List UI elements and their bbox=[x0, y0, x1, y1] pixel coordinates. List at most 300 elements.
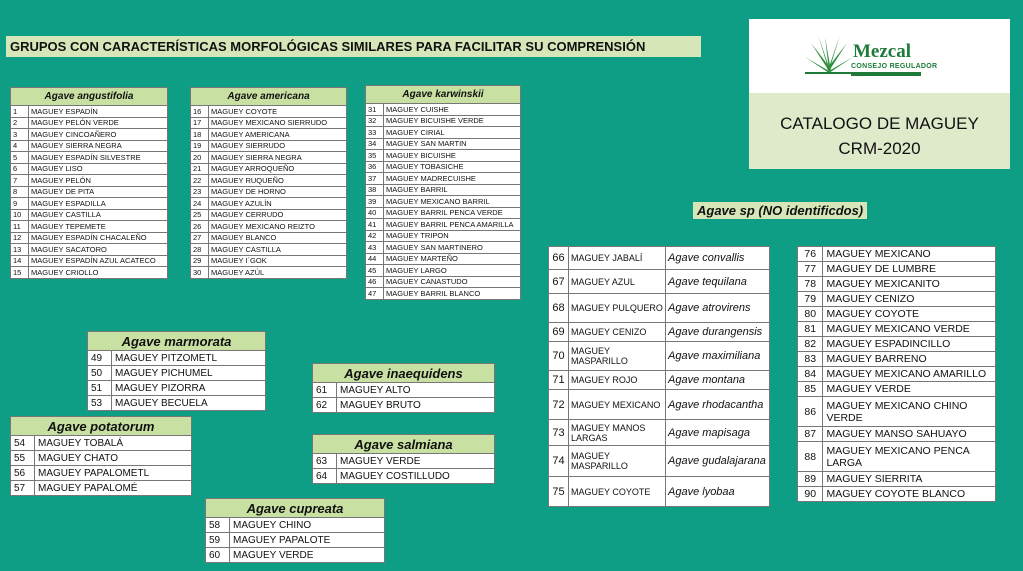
table-salmiana bbox=[312, 434, 495, 484]
maguey-name: MAGUEY MEXICANO CHINO VERDE bbox=[823, 397, 996, 427]
maguey-name: MAGUEY TEPEMETE bbox=[29, 221, 168, 233]
maguey-name: MAGUEY ESPADÍN CHACALEÑO bbox=[29, 232, 168, 244]
table-row bbox=[206, 533, 385, 548]
maguey-name: MAGUEY BRUTO bbox=[337, 398, 495, 413]
maguey-number: 29 bbox=[191, 255, 209, 267]
maguey-number: 2 bbox=[11, 117, 29, 129]
table-row bbox=[191, 267, 347, 279]
maguey-name: MAGUEY BICUISHE VERDE bbox=[384, 115, 521, 127]
table-row bbox=[11, 186, 168, 198]
table-row bbox=[11, 117, 168, 129]
scientific-name: Agave lyobaa bbox=[666, 477, 770, 507]
maguey-name: MAGUEY MEXICANO AMARILLO bbox=[823, 367, 996, 382]
table-row bbox=[798, 472, 996, 487]
maguey-name: MAGUEY COYOTE bbox=[569, 477, 666, 507]
table-header-row bbox=[11, 417, 192, 436]
table-row bbox=[549, 323, 770, 342]
maguey-number: 45 bbox=[366, 265, 384, 277]
maguey-name: MAGUEY SAN MARTIN bbox=[384, 138, 521, 150]
species-title: Agave americana bbox=[191, 88, 347, 106]
table-row bbox=[11, 221, 168, 233]
maguey-number: 26 bbox=[191, 221, 209, 233]
maguey-number: 18 bbox=[191, 129, 209, 141]
maguey-number: 72 bbox=[549, 390, 569, 420]
maguey-number: 71 bbox=[549, 371, 569, 390]
maguey-name: MAGUEY MEXICANO VERDE bbox=[823, 322, 996, 337]
table-row bbox=[366, 138, 521, 150]
maguey-name: MAGUEY ROJO bbox=[569, 371, 666, 390]
maguey-number: 25 bbox=[191, 209, 209, 221]
table-row bbox=[88, 366, 266, 381]
maguey-number: 82 bbox=[798, 337, 823, 352]
maguey-name: MAGUEY CHINO bbox=[230, 518, 385, 533]
table-row bbox=[798, 277, 996, 292]
maguey-number: 63 bbox=[313, 454, 337, 469]
maguey-number: 19 bbox=[191, 140, 209, 152]
maguey-number: 46 bbox=[366, 276, 384, 288]
maguey-number: 54 bbox=[11, 436, 35, 451]
maguey-number: 85 bbox=[798, 382, 823, 397]
maguey-name: MAGUEY PELÓN VERDE bbox=[29, 117, 168, 129]
table-row bbox=[366, 196, 521, 208]
maguey-name: MAGUEY MEXICANO REIZTO bbox=[209, 221, 347, 233]
maguey-name: MAGUEY BICUISHE bbox=[384, 150, 521, 162]
table-row bbox=[366, 150, 521, 162]
maguey-number: 36 bbox=[366, 161, 384, 173]
maguey-name: MAGUEY SIERRA NEGRA bbox=[29, 140, 168, 152]
table-row bbox=[206, 518, 385, 533]
maguey-number: 31 bbox=[366, 104, 384, 116]
maguey-number: 80 bbox=[798, 307, 823, 322]
table-header-row bbox=[11, 88, 168, 106]
maguey-name: MAGUEY CUISHE bbox=[384, 104, 521, 116]
maguey-number: 53 bbox=[88, 396, 112, 411]
table-row bbox=[191, 140, 347, 152]
maguey-number: 66 bbox=[549, 247, 569, 270]
table-row bbox=[798, 262, 996, 277]
maguey-number: 74 bbox=[549, 446, 569, 477]
maguey-number: 7 bbox=[11, 175, 29, 187]
maguey-name: MAGUEY SIERRUDO bbox=[209, 140, 347, 152]
maguey-number: 83 bbox=[798, 352, 823, 367]
maguey-number: 84 bbox=[798, 367, 823, 382]
maguey-name: MAGUEY MASPARILLO bbox=[569, 446, 666, 477]
table-row bbox=[11, 175, 168, 187]
maguey-number: 87 bbox=[798, 427, 823, 442]
table-row bbox=[549, 446, 770, 477]
maguey-number: 67 bbox=[549, 270, 569, 294]
maguey-number: 16 bbox=[191, 106, 209, 118]
maguey-name: MAGUEY MANOS LARGAS bbox=[569, 420, 666, 446]
table-row bbox=[549, 371, 770, 390]
maguey-number: 78 bbox=[798, 277, 823, 292]
table-row bbox=[366, 242, 521, 254]
maguey-number: 70 bbox=[549, 342, 569, 371]
table-row bbox=[366, 207, 521, 219]
maguey-name: MAGUEY PIZORRA bbox=[112, 381, 266, 396]
maguey-name: MAGUEY COYOTE BLANCO bbox=[823, 487, 996, 502]
scientific-name: Agave mapisaga bbox=[666, 420, 770, 446]
maguey-number: 40 bbox=[366, 207, 384, 219]
maguey-number: 69 bbox=[549, 323, 569, 342]
maguey-number: 43 bbox=[366, 242, 384, 254]
catalog-line-2: CRM-2020 bbox=[838, 139, 921, 158]
maguey-name: MAGUEY PITZOMETL bbox=[112, 351, 266, 366]
maguey-name: MAGUEY ALTO bbox=[337, 383, 495, 398]
maguey-number: 81 bbox=[798, 322, 823, 337]
table-row bbox=[191, 255, 347, 267]
maguey-name: MAGUEY ESPADÍN AZUL ACATECO bbox=[29, 255, 168, 267]
logo-band bbox=[851, 72, 921, 76]
table-potatorum bbox=[10, 416, 192, 496]
maguey-number: 88 bbox=[798, 442, 823, 472]
maguey-name: MAGUEY TRIPON bbox=[384, 230, 521, 242]
maguey-name: MAGUEY ESPADILLA bbox=[29, 198, 168, 210]
maguey-name: MAGUEY BARRIL PENCA VERDE bbox=[384, 207, 521, 219]
maguey-name: MAGUEY MANSO SAHUAYO bbox=[823, 427, 996, 442]
table-row bbox=[11, 267, 168, 279]
table-row bbox=[11, 466, 192, 481]
maguey-name: MAGUEY MEXICANO PENCA LARGA bbox=[823, 442, 996, 472]
maguey-name: MAGUEY CINCOAÑERO bbox=[29, 129, 168, 141]
table-row bbox=[798, 292, 996, 307]
agave-sp-title: Agave sp (NO identificdos) bbox=[693, 202, 867, 219]
species-title: Agave karwinskii bbox=[366, 86, 521, 104]
logo-panel bbox=[749, 19, 1010, 169]
logo-subtitle: CONSEJO REGULADOR bbox=[851, 63, 938, 70]
table-row bbox=[313, 398, 495, 413]
maguey-number: 22 bbox=[191, 175, 209, 187]
maguey-number: 61 bbox=[313, 383, 337, 398]
table-header-row bbox=[191, 88, 347, 106]
scientific-name: Agave convallis bbox=[666, 247, 770, 270]
maguey-name: MAGUEY SACATORO bbox=[29, 244, 168, 256]
table-row bbox=[191, 232, 347, 244]
maguey-name: MAGUEY COSTILLUDO bbox=[337, 469, 495, 484]
maguey-number: 90 bbox=[798, 487, 823, 502]
maguey-number: 32 bbox=[366, 115, 384, 127]
maguey-number: 14 bbox=[11, 255, 29, 267]
scientific-name: Agave tequilana bbox=[666, 270, 770, 294]
maguey-number: 64 bbox=[313, 469, 337, 484]
maguey-name: MAGUEY VERDE bbox=[337, 454, 495, 469]
catalog-title bbox=[749, 93, 1010, 169]
table-row bbox=[11, 129, 168, 141]
table-row bbox=[191, 117, 347, 129]
maguey-name: MAGUEY COYOTE bbox=[209, 106, 347, 118]
maguey-number: 76 bbox=[798, 247, 823, 262]
maguey-number: 68 bbox=[549, 294, 569, 323]
maguey-number: 56 bbox=[11, 466, 35, 481]
maguey-number: 10 bbox=[11, 209, 29, 221]
maguey-name: MAGUEY CHATO bbox=[35, 451, 192, 466]
scientific-name: Agave durangensis bbox=[666, 323, 770, 342]
maguey-number: 33 bbox=[366, 127, 384, 139]
maguey-number: 8 bbox=[11, 186, 29, 198]
maguey-name: MAGUEY CRIOLLO bbox=[29, 267, 168, 279]
table-row bbox=[11, 255, 168, 267]
maguey-number: 60 bbox=[206, 548, 230, 563]
table-row bbox=[88, 381, 266, 396]
table-row bbox=[366, 184, 521, 196]
table-row bbox=[88, 351, 266, 366]
maguey-name: MAGUEY BARRENO bbox=[823, 352, 996, 367]
table-row bbox=[798, 427, 996, 442]
maguey-name: MAGUEY MEXICANO BARRIL bbox=[384, 196, 521, 208]
table-row bbox=[191, 129, 347, 141]
maguey-number: 30 bbox=[191, 267, 209, 279]
maguey-name: MAGUEY MEXICANO bbox=[569, 390, 666, 420]
maguey-number: 41 bbox=[366, 219, 384, 231]
maguey-number: 50 bbox=[88, 366, 112, 381]
maguey-name: MAGUEY LISO bbox=[29, 163, 168, 175]
table-row bbox=[191, 209, 347, 221]
maguey-number: 55 bbox=[11, 451, 35, 466]
table-header-row bbox=[366, 86, 521, 104]
maguey-name: MAGUEY DE HORNO bbox=[209, 186, 347, 198]
table-row bbox=[206, 548, 385, 563]
maguey-name: MAGUEY MASPARILLO bbox=[569, 342, 666, 371]
table-row bbox=[798, 367, 996, 382]
table-row bbox=[191, 106, 347, 118]
table-karwinskii bbox=[365, 85, 521, 300]
table-row bbox=[798, 382, 996, 397]
maguey-number: 38 bbox=[366, 184, 384, 196]
maguey-number: 42 bbox=[366, 230, 384, 242]
table-row bbox=[798, 397, 996, 427]
maguey-name: MAGUEY ESPADINCILLO bbox=[823, 337, 996, 352]
maguey-number: 51 bbox=[88, 381, 112, 396]
table-cupreata bbox=[205, 498, 385, 563]
maguey-name: MAGUEY BARRIL BLANCO bbox=[384, 288, 521, 300]
table-row bbox=[11, 209, 168, 221]
table-row bbox=[313, 454, 495, 469]
maguey-number: 35 bbox=[366, 150, 384, 162]
table-row bbox=[11, 451, 192, 466]
maguey-name: MAGUEY PELÓN bbox=[29, 175, 168, 187]
maguey-name: MAGUEY TOBASICHE bbox=[384, 161, 521, 173]
table-row bbox=[11, 436, 192, 451]
maguey-name: MAGUEY RUQUEÑO bbox=[209, 175, 347, 187]
maguey-name: MAGUEY I´GOK bbox=[209, 255, 347, 267]
maguey-number: 34 bbox=[366, 138, 384, 150]
maguey-name: MAGUEY CASTILLA bbox=[209, 244, 347, 256]
table-header-row bbox=[88, 332, 266, 351]
maguey-number: 24 bbox=[191, 198, 209, 210]
maguey-name: MAGUEY TOBALÁ bbox=[35, 436, 192, 451]
table-row bbox=[366, 173, 521, 185]
table-row bbox=[798, 487, 996, 502]
table-row bbox=[549, 477, 770, 507]
scientific-name: Agave montana bbox=[666, 371, 770, 390]
maguey-name: MAGUEY PAPALOMÉ bbox=[35, 481, 192, 496]
table-row bbox=[798, 247, 996, 262]
maguey-name: MAGUEY MARTEÑO bbox=[384, 253, 521, 265]
species-title: Agave angustifolia bbox=[11, 88, 168, 106]
table-americana bbox=[190, 87, 347, 279]
table-row bbox=[191, 244, 347, 256]
maguey-name: MAGUEY SAN MARTINERO bbox=[384, 242, 521, 254]
maguey-name: MAGUEY BARRIL PENCA AMARILLA bbox=[384, 219, 521, 231]
maguey-number: 12 bbox=[11, 232, 29, 244]
species-title: Agave cupreata bbox=[206, 499, 385, 518]
table-row bbox=[11, 232, 168, 244]
table-row bbox=[11, 198, 168, 210]
maguey-name: MAGUEY SIERRA NEGRA bbox=[209, 152, 347, 164]
maguey-number: 27 bbox=[191, 232, 209, 244]
table-row bbox=[366, 219, 521, 231]
table-row bbox=[798, 322, 996, 337]
maguey-name: MAGUEY PULQUERO bbox=[569, 294, 666, 323]
table-row bbox=[191, 186, 347, 198]
maguey-number: 49 bbox=[88, 351, 112, 366]
table-row bbox=[798, 352, 996, 367]
mezcal-logo bbox=[805, 31, 938, 87]
scientific-name: Agave rhodacantha bbox=[666, 390, 770, 420]
maguey-number: 1 bbox=[11, 106, 29, 118]
maguey-name: MAGUEY CENIZO bbox=[569, 323, 666, 342]
maguey-name: MAGUEY MEXICANO SIERRUDO bbox=[209, 117, 347, 129]
maguey-name: MAGUEY SIERRITA bbox=[823, 472, 996, 487]
scientific-name: Agave atrovirens bbox=[666, 294, 770, 323]
page-title: GRUPOS CON CARACTERÍSTICAS MORFOLÓGICAS SIMILARES PARA FACILITAR SU COMPRENSIÓN bbox=[6, 36, 701, 57]
catalog-line-1: CATALOGO DE MAGUEY bbox=[780, 114, 979, 133]
table-row bbox=[549, 390, 770, 420]
maguey-number: 44 bbox=[366, 253, 384, 265]
maguey-name: MAGUEY CIRIAL bbox=[384, 127, 521, 139]
maguey-name: MAGUEY JABALÍ bbox=[569, 247, 666, 270]
table-header-row bbox=[313, 364, 495, 383]
maguey-name: MAGUEY PAPALOMETL bbox=[35, 466, 192, 481]
species-title: Agave marmorata bbox=[88, 332, 266, 351]
maguey-number: 6 bbox=[11, 163, 29, 175]
maguey-number: 11 bbox=[11, 221, 29, 233]
table-row bbox=[366, 161, 521, 173]
table-row bbox=[366, 288, 521, 300]
maguey-name: MAGUEY CANASTUDO bbox=[384, 276, 521, 288]
table-other-magueys bbox=[797, 246, 996, 502]
maguey-name: MAGUEY ESPADÍN SILVESTRE bbox=[29, 152, 168, 164]
species-title: Agave salmiana bbox=[313, 435, 495, 454]
table-row bbox=[191, 175, 347, 187]
table-row bbox=[11, 152, 168, 164]
maguey-name: MAGUEY CASTILLA bbox=[29, 209, 168, 221]
maguey-name: MAGUEY COYOTE bbox=[823, 307, 996, 322]
table-row bbox=[11, 106, 168, 118]
maguey-number: 58 bbox=[206, 518, 230, 533]
maguey-number: 21 bbox=[191, 163, 209, 175]
logo-wordmark: Mezcal bbox=[853, 41, 912, 62]
maguey-number: 13 bbox=[11, 244, 29, 256]
table-row bbox=[11, 244, 168, 256]
maguey-number: 79 bbox=[798, 292, 823, 307]
table-row bbox=[798, 442, 996, 472]
table-agave-sp bbox=[548, 246, 770, 507]
table-row bbox=[191, 221, 347, 233]
species-title: Agave potatorum bbox=[11, 417, 192, 436]
maguey-name: MAGUEY ARROQUEÑO bbox=[209, 163, 347, 175]
maguey-number: 17 bbox=[191, 117, 209, 129]
table-row bbox=[191, 163, 347, 175]
maguey-name: MAGUEY MADRECUISHE bbox=[384, 173, 521, 185]
table-row bbox=[366, 115, 521, 127]
maguey-name: MAGUEY AMERICANA bbox=[209, 129, 347, 141]
table-inaequidens bbox=[312, 363, 495, 413]
agave-plant-icon bbox=[805, 31, 853, 75]
table-row bbox=[549, 420, 770, 446]
table-row bbox=[191, 152, 347, 164]
species-title: Agave inaequidens bbox=[313, 364, 495, 383]
maguey-number: 9 bbox=[11, 198, 29, 210]
maguey-number: 57 bbox=[11, 481, 35, 496]
scientific-name: Agave maximiliana bbox=[666, 342, 770, 371]
table-row bbox=[366, 253, 521, 265]
table-row bbox=[549, 270, 770, 294]
maguey-name: MAGUEY DE PITA bbox=[29, 186, 168, 198]
maguey-name: MAGUEY AZÚL bbox=[209, 267, 347, 279]
table-row bbox=[366, 265, 521, 277]
table-row bbox=[798, 337, 996, 352]
scientific-name: Agave gudalajarana bbox=[666, 446, 770, 477]
maguey-number: 75 bbox=[549, 477, 569, 507]
table-row bbox=[313, 469, 495, 484]
table-marmorata bbox=[87, 331, 266, 411]
maguey-number: 5 bbox=[11, 152, 29, 164]
maguey-name: MAGUEY CENIZO bbox=[823, 292, 996, 307]
maguey-number: 77 bbox=[798, 262, 823, 277]
maguey-name: MAGUEY BLANCO bbox=[209, 232, 347, 244]
table-row bbox=[11, 163, 168, 175]
maguey-name: MAGUEY BECUELA bbox=[112, 396, 266, 411]
table-header-row bbox=[313, 435, 495, 454]
maguey-number: 4 bbox=[11, 140, 29, 152]
maguey-number: 47 bbox=[366, 288, 384, 300]
table-row bbox=[549, 247, 770, 270]
maguey-name: MAGUEY ESPADÍN bbox=[29, 106, 168, 118]
maguey-number: 37 bbox=[366, 173, 384, 185]
maguey-name: MAGUEY AZUL bbox=[569, 270, 666, 294]
table-row bbox=[366, 127, 521, 139]
table-row bbox=[366, 276, 521, 288]
table-row bbox=[88, 396, 266, 411]
maguey-name: MAGUEY VERDE bbox=[823, 382, 996, 397]
maguey-number: 86 bbox=[798, 397, 823, 427]
table-row bbox=[549, 294, 770, 323]
table-row bbox=[191, 198, 347, 210]
table-row bbox=[11, 481, 192, 496]
maguey-number: 39 bbox=[366, 196, 384, 208]
maguey-name: MAGUEY DE LUMBRE bbox=[823, 262, 996, 277]
table-row bbox=[549, 342, 770, 371]
maguey-name: MAGUEY PICHUMEL bbox=[112, 366, 266, 381]
table-header-row bbox=[206, 499, 385, 518]
maguey-name: MAGUEY AZULÍN bbox=[209, 198, 347, 210]
maguey-number: 59 bbox=[206, 533, 230, 548]
maguey-number: 20 bbox=[191, 152, 209, 164]
maguey-name: MAGUEY MEXICANITO bbox=[823, 277, 996, 292]
maguey-name: MAGUEY BARRIL bbox=[384, 184, 521, 196]
table-row bbox=[11, 140, 168, 152]
table-angustifolia bbox=[10, 87, 168, 279]
maguey-name: MAGUEY VERDE bbox=[230, 548, 385, 563]
maguey-number: 15 bbox=[11, 267, 29, 279]
table-row bbox=[313, 383, 495, 398]
maguey-name: MAGUEY MEXICANO bbox=[823, 247, 996, 262]
table-row bbox=[366, 104, 521, 116]
maguey-name: MAGUEY LARGO bbox=[384, 265, 521, 277]
maguey-number: 89 bbox=[798, 472, 823, 487]
maguey-name: MAGUEY PAPALOTE bbox=[230, 533, 385, 548]
